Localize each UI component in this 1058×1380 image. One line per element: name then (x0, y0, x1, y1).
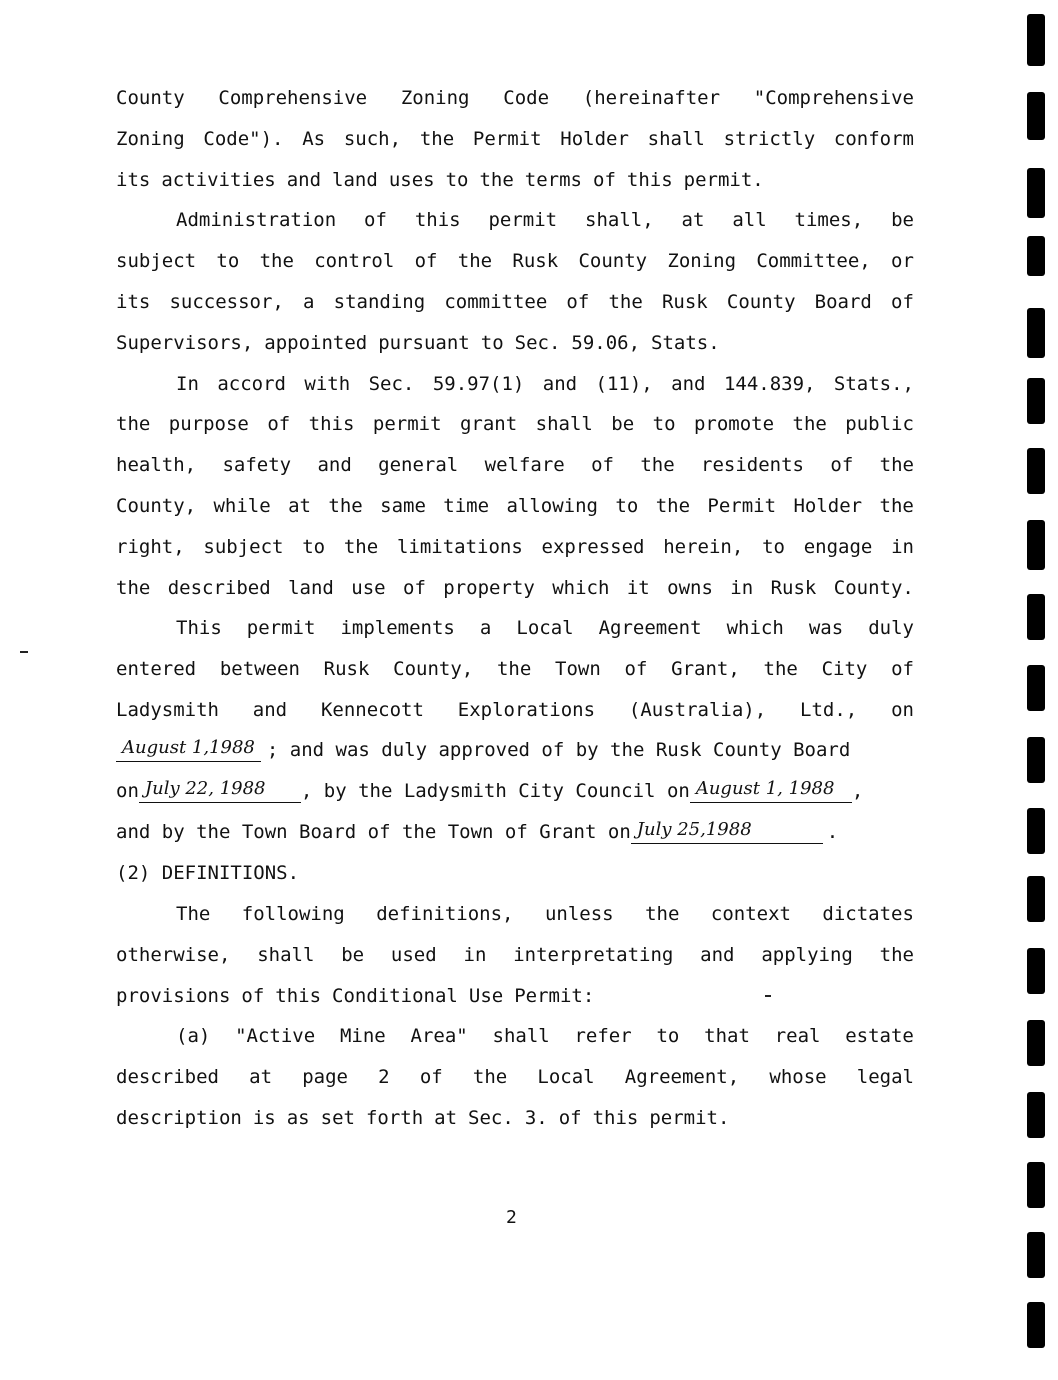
word: with (304, 372, 351, 395)
word: estate (845, 1025, 914, 1048)
word: all (732, 209, 767, 232)
line19-after: . (826, 821, 839, 843)
word: as (286, 1107, 310, 1129)
word: This (176, 617, 222, 640)
text-line-11 (116, 494, 914, 518)
word: the (792, 413, 827, 436)
word: uses (388, 168, 435, 191)
word: In (176, 372, 199, 395)
word: Local (516, 617, 574, 640)
word: allowing (506, 495, 598, 517)
word: legal (856, 1066, 914, 1089)
word: shall (647, 127, 705, 150)
word: to (652, 413, 676, 436)
word: permit (246, 617, 316, 640)
word: The (176, 903, 211, 925)
word: 59.06, (571, 331, 641, 354)
word: general (378, 454, 459, 477)
handwritten-date-town-board: July 25,1988 (631, 820, 823, 844)
word: of (593, 168, 616, 191)
word: County. (833, 576, 914, 599)
word: it (626, 576, 650, 599)
page-number: 2 (506, 1207, 517, 1228)
word: and (671, 372, 706, 395)
word: at (288, 495, 311, 517)
word: Rusk (661, 291, 708, 313)
word: safety (222, 454, 292, 477)
word: which (726, 617, 784, 640)
word: and (286, 168, 322, 191)
word: its (116, 168, 151, 191)
word: Permit (707, 495, 777, 517)
word: definitions, (376, 903, 514, 925)
word: engage (803, 535, 873, 558)
word: Conditional (332, 984, 458, 1007)
definitions-heading: (2) DEFINITIONS. (116, 862, 300, 884)
definition-line-5 (116, 1065, 914, 1089)
word: which (552, 576, 610, 599)
word: health, (116, 454, 197, 477)
word: owns (667, 576, 713, 599)
word: limitations (396, 535, 523, 558)
word: "Active (235, 1025, 316, 1048)
word: described (167, 576, 271, 599)
word: of (891, 658, 914, 681)
word: pursuant (378, 331, 470, 354)
word: Local (537, 1066, 595, 1089)
word: Administration (176, 209, 337, 232)
word: control (314, 250, 395, 273)
word: the (328, 495, 363, 517)
word: Kennecott (320, 699, 424, 721)
word: Supervisors, (116, 331, 254, 354)
word: the (259, 250, 294, 273)
word: Zoning (400, 87, 470, 109)
word: at (681, 209, 705, 232)
word: Grant, (671, 658, 740, 681)
word: Code (503, 87, 550, 109)
word: conform (833, 127, 914, 150)
word: in (730, 576, 754, 599)
word: this (275, 984, 322, 1007)
word: 59.97(1) (432, 372, 525, 395)
word: forth (365, 1107, 424, 1129)
word: County (578, 250, 648, 273)
word: interpretating (513, 943, 674, 966)
word: property (443, 576, 535, 599)
word: of (241, 984, 265, 1007)
word: entered (116, 658, 197, 681)
word: at (249, 1066, 273, 1089)
word: Rusk (770, 576, 817, 599)
word: Rusk (323, 658, 370, 681)
word: County, (393, 658, 474, 681)
word: right, (116, 535, 185, 558)
word: 144.839, (723, 372, 816, 395)
word: Ladysmith (116, 699, 219, 721)
word: Code"). (203, 127, 284, 150)
word: permit. (683, 168, 764, 191)
word: at (434, 1107, 458, 1129)
word: herein, (663, 535, 744, 558)
word: this (592, 1107, 639, 1129)
word: real (774, 1025, 821, 1048)
word: a (479, 617, 492, 640)
text-line-4 (176, 208, 914, 232)
word: this (308, 413, 355, 436)
word: appointed (264, 331, 368, 354)
word: page (302, 1066, 348, 1089)
word: and (542, 372, 578, 395)
word: Stats., (833, 372, 914, 395)
word: 3. (524, 1107, 548, 1129)
word: to (302, 535, 326, 558)
word: "Comprehensive (753, 87, 914, 109)
word: the (879, 495, 914, 517)
word: the (479, 168, 514, 191)
word: promote (693, 413, 775, 436)
word: used (390, 943, 437, 966)
word: Area" (410, 1025, 468, 1048)
word: the (496, 658, 532, 681)
word: Sec. (368, 372, 415, 395)
word: to (615, 495, 639, 517)
word: to (216, 250, 240, 273)
word: land (288, 576, 334, 599)
word: of (414, 250, 438, 273)
word: use (351, 576, 386, 599)
word: (hereinafter (582, 87, 721, 109)
word: of (558, 1107, 582, 1129)
definition-line-3 (116, 984, 914, 1008)
word: Agreement (598, 617, 702, 640)
word: be (611, 413, 635, 436)
word: permit (372, 413, 442, 436)
word: (Australia), (628, 699, 767, 721)
word: in (463, 943, 487, 966)
word: shall (257, 943, 315, 966)
word: the (419, 127, 455, 150)
word: expressed (541, 535, 645, 558)
word: activities (161, 168, 276, 191)
word: the (608, 291, 643, 313)
text-line-7 (116, 331, 914, 355)
text-line-5 (116, 249, 914, 273)
word: while (213, 495, 271, 517)
word: shall, (585, 209, 654, 232)
line18-middle: , by the Ladysmith City Council on (300, 780, 690, 802)
definition-line-1 (176, 902, 914, 926)
text-line-2 (116, 127, 914, 151)
word: shall (492, 1025, 550, 1048)
word: Zoning (116, 127, 185, 150)
text-line-8 (176, 372, 914, 396)
word: of (591, 454, 614, 477)
word: dictates (822, 903, 914, 925)
word: was (808, 617, 844, 640)
word: County (726, 291, 796, 313)
word: of (419, 1066, 443, 1089)
word: Holder (793, 495, 863, 517)
text-line-17 (116, 738, 914, 762)
text-line-16 (116, 698, 914, 722)
word: grant (459, 413, 518, 436)
word: public (845, 413, 914, 436)
word: the (645, 903, 680, 925)
handwritten-date-city-council: August 1, 1988 (690, 779, 852, 803)
word: the (116, 576, 151, 599)
word: unless (544, 903, 614, 925)
section-heading (116, 861, 914, 885)
text-line-19 (116, 820, 914, 844)
word: the (879, 454, 914, 477)
word: the (457, 250, 493, 273)
word: of (364, 209, 387, 232)
word: the (116, 413, 151, 436)
word: welfare (484, 454, 565, 477)
word: Permit: (514, 984, 595, 1007)
word: context (710, 903, 791, 925)
word: Rusk (512, 250, 559, 273)
word: duly (868, 617, 914, 640)
word: Explorations (457, 699, 596, 721)
word: Zoning (667, 250, 737, 273)
word: applying (761, 943, 853, 966)
word: City (821, 658, 868, 681)
word: time (443, 495, 490, 517)
word: described (116, 1066, 219, 1089)
definition-line-4 (176, 1024, 914, 1048)
line18-after: , (851, 780, 864, 802)
word: Sec. (468, 1107, 514, 1129)
text-line-15 (116, 657, 914, 681)
word: is (252, 1107, 276, 1129)
word: the (640, 454, 675, 477)
word: standing (333, 291, 426, 313)
handwritten-date-agreement: August 1,1988 (116, 738, 261, 762)
word: Comprehensive (218, 87, 368, 109)
word: the (879, 943, 914, 966)
word: on (891, 699, 914, 721)
word: Board (814, 291, 872, 313)
text-line-12 (116, 535, 914, 559)
word: be (891, 209, 914, 232)
word: refer (574, 1025, 632, 1048)
word: Holder (560, 127, 629, 150)
word: residents (701, 454, 804, 477)
word: that (704, 1025, 750, 1048)
text-line-9 (116, 412, 914, 436)
word: Town (555, 658, 601, 681)
word: between (219, 658, 300, 681)
word: its (116, 291, 151, 313)
text-line-3 (116, 168, 914, 192)
word: (a) (176, 1025, 211, 1048)
word: permit. (649, 1107, 730, 1129)
text-line-1 (116, 86, 914, 110)
word: Agreement, (624, 1066, 740, 1089)
word: following (241, 903, 345, 925)
text-line-13 (116, 576, 914, 600)
word: this (626, 168, 673, 191)
word: committee (444, 291, 548, 313)
word: to (480, 331, 504, 354)
word: land (332, 168, 378, 191)
word: otherwise, (116, 943, 231, 966)
word: County (116, 87, 185, 109)
word: Stats. (651, 331, 720, 354)
word: the (343, 535, 379, 558)
word: and (700, 943, 735, 966)
word: a (303, 291, 315, 313)
word: of (624, 658, 648, 681)
word: Ltd., (800, 699, 858, 721)
word: the (655, 495, 691, 517)
word: this (414, 209, 461, 232)
word: (11), (595, 372, 653, 395)
word: Committee, (756, 250, 871, 273)
word: of (830, 454, 854, 477)
word: the (763, 658, 798, 681)
line18-before: on (116, 780, 139, 802)
definition-line-6 (116, 1106, 914, 1130)
word: Permit (472, 127, 542, 150)
text-line-10 (116, 453, 914, 477)
word: set (320, 1107, 355, 1129)
definition-line-2 (116, 943, 914, 967)
line19-before: and by the Town Board of the Town of Grant on (116, 821, 631, 843)
word: purpose (168, 413, 249, 436)
text-line-14 (176, 616, 914, 640)
word: of (566, 291, 590, 313)
word: 2 (378, 1066, 390, 1089)
handwritten-date-county-board: July 22, 1988 (139, 779, 301, 803)
word: of (891, 291, 914, 313)
text-line-18 (116, 779, 914, 803)
word: strictly (723, 127, 816, 150)
word: to (762, 535, 785, 558)
word: or (891, 250, 914, 273)
word: description (116, 1107, 242, 1129)
word: terms (524, 168, 582, 191)
word: successor, (169, 291, 284, 313)
word: and (252, 699, 288, 721)
word: permit (488, 209, 558, 232)
word: and (317, 454, 352, 477)
word: accord (217, 372, 286, 395)
word: same (380, 495, 426, 517)
word: of (267, 413, 291, 436)
word: subject (203, 535, 284, 558)
word: shall (535, 413, 593, 436)
word: times, (794, 209, 864, 232)
word: in (891, 535, 914, 558)
line17-text: ; and was duly approved of by the Rusk County Board (266, 739, 851, 761)
word: provisions (116, 984, 231, 1007)
word: the (472, 1066, 508, 1089)
word: to (445, 168, 469, 191)
word: of (403, 576, 426, 599)
text-line-6 (116, 290, 914, 314)
word: such, (343, 127, 402, 150)
word: subject (116, 250, 197, 273)
word: implements (340, 617, 455, 640)
word: whose (769, 1066, 827, 1089)
word: As (302, 127, 326, 150)
word: be (341, 943, 365, 966)
word: County, (116, 495, 197, 517)
word: Mine (339, 1025, 386, 1048)
word: Use (468, 984, 504, 1007)
word: Sec. (514, 331, 561, 354)
word: to (656, 1025, 680, 1048)
